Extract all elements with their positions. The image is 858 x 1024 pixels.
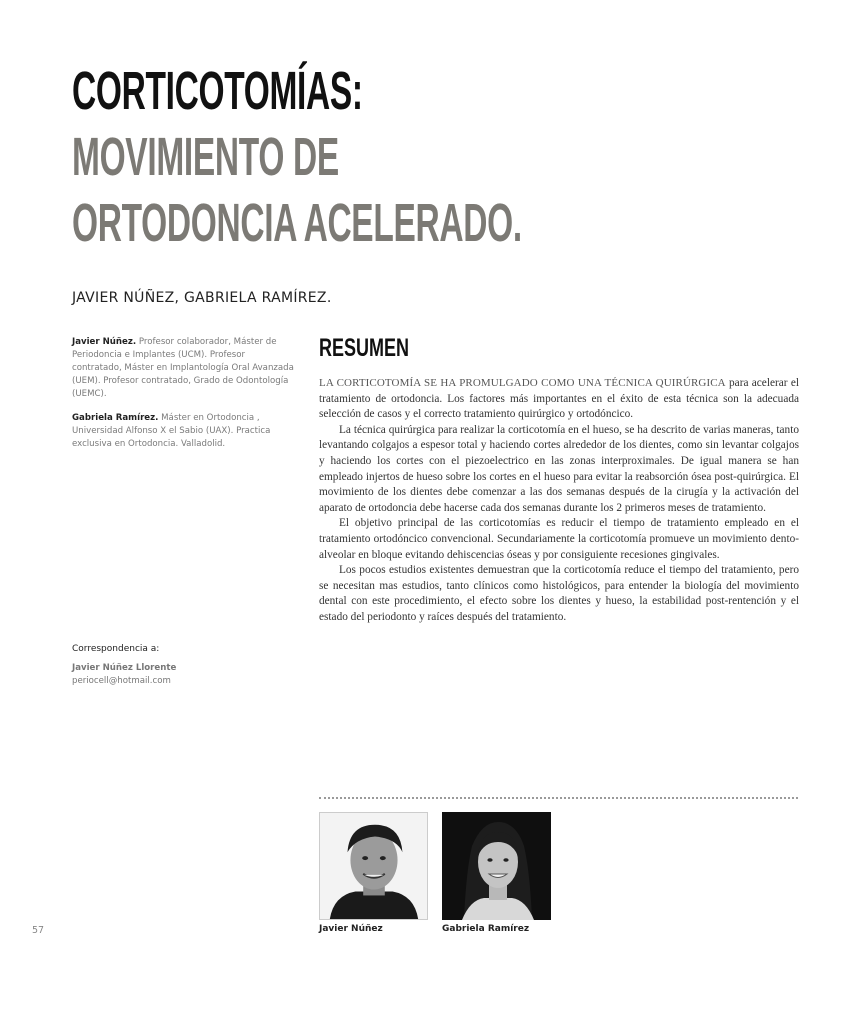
title-line-2: MOVIMIENTO DE: [72, 127, 339, 187]
affiliation-text: Máster en Ortodoncia , Universidad Alfonso X el Sabio (UAX). Practica exclusiva en Ortodoncia. Valladolid.: [72, 413, 271, 449]
author-photo-nunez: [319, 812, 428, 920]
correspondence-email: periocell@hotmail.com: [72, 676, 171, 686]
portrait-ramirez-image: [442, 812, 551, 920]
affiliation-name: Gabriela Ramírez.: [72, 413, 159, 423]
correspondence-label: Correspondencia a:: [72, 644, 160, 654]
abstract-paragraph-4: Los pocos estudios existentes demuestran que la corticotomía reduce el tiempo del tratamiento, pero se necesitan mas estudios, tanto clínicos como histológicos, para entender la biología del movimiento dental con este procedimiento, el efecto sobre los dientes y hueso, la estabilidad post-rentención y el estado del periodonto y raíces después del tratamiento.: [319, 564, 799, 623]
affiliation-text: Profesor colaborador, Máster de Periodoncia e Implantes (UCM). Profesor contratado, Máster en Implantología Oral Avanzada (UEM). Profesor contratado, Grado de Odontología (UEMC).: [72, 337, 294, 399]
affiliation-name: Javier Núñez.: [72, 337, 137, 347]
page-number: 57: [32, 925, 45, 936]
photo-caption-ramirez: Gabriela Ramírez: [442, 924, 530, 934]
abstract-paragraph-1-text: para acelerar el tratamiento de ortodoncia. Los factores más importantes en el éxito de esta técnica son la adecuada selección de casos y el correcto tratamiento quirúrgico y ortodóncico.: [319, 377, 799, 421]
affiliation-ramirez: [72, 412, 297, 451]
author-photo-ramirez: [442, 812, 551, 920]
portrait-nunez-image: [320, 813, 427, 919]
title-line-1: CORTICOTOMÍAS:: [72, 61, 363, 121]
affiliation-nunez: [72, 336, 297, 401]
abstract-paragraph-2: La técnica quirúrgica para realizar la corticotomía en el hueso, se ha descrito de varias maneras, tanto levantando colgajos a espesor total y haciendo cortes alrededor de los dientes, como sin levantar colgajos y haciendo los cortes con el piezoelectrico en las zonas interproximales. De igual manera se han empleado injertos de hueso sobre los cortes en el hueso para evitar la reabsorción ósea post-quirúrgica. El movimiento de los dientes debe comenzar a las dos semanas después de la cirugía y la activación del aparato de ortodoncia debe hacerse cada dos semanas durante los 2 primeros meses de tratamiento.: [319, 423, 799, 514]
abstract-heading: RESUMEN: [319, 334, 410, 362]
abstract-body: [319, 376, 799, 626]
author-line: JAVIER NÚÑEZ, GABRIELA RAMÍREZ.: [72, 290, 332, 306]
dotted-divider: [319, 797, 798, 799]
abstract-paragraph-1: [319, 376, 799, 423]
title-line-3: ORTODONCIA ACELERADO.: [72, 193, 522, 253]
correspondence-name: Javier Núñez Llorente: [72, 663, 177, 673]
abstract-lead: LA CORTICOTOMÍA SE HA PROMULGADO COMO UNA TÉCNICA QUIRÚRGICA: [319, 377, 726, 389]
photo-caption-nunez: Javier Núñez: [319, 924, 383, 934]
article-title: [72, 58, 522, 256]
abstract-paragraph-3: El objetivo principal de las corticotomías es reducir el tiempo de tratamiento empleado en el tratamiento ortodóncico convencional. Secundariamente la corticotomía promueve un movimiento dento-alveolar en bloque evitando dehiscencias óseas y por consiguiente recesiones gingivales.: [319, 517, 799, 561]
